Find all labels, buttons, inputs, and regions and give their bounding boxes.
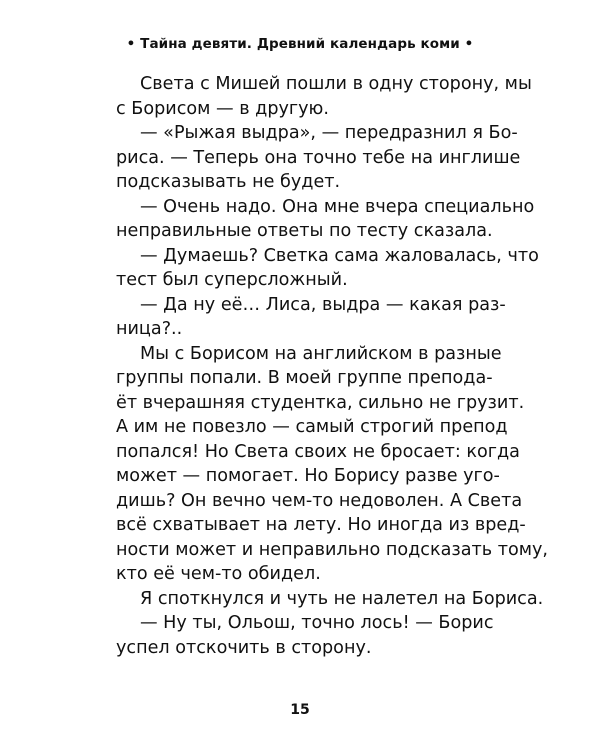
page-number: 15 — [290, 702, 310, 718]
text-line: риса. — Теперь она точно тебе на инглише — [116, 147, 521, 168]
text-line: всё схватывает на лету. Но иногда из вред- — [116, 515, 526, 535]
text-line: ёт вчерашняя студентка, сильно не грузит. — [116, 392, 525, 413]
text-line: подсказывать не будет. — [116, 172, 341, 192]
text-line: Я споткнулся и чуть не налетел на Бориса. — [140, 588, 544, 609]
text-line: может — помогает. Но Борису разве уго- — [116, 466, 500, 486]
text-line: — Да ну её… Лиса, выдра — какая раз- — [140, 294, 506, 315]
text-line: с Борисом — в другую. — [116, 98, 329, 119]
text-line: ница?.. — [116, 319, 183, 339]
text-line: — Ну ты, Ольош, точно лось! — Борис — [140, 613, 494, 633]
text-line: неправильные ответы по тесту сказала. — [116, 221, 493, 241]
text-line: группы попали. В моей группе препода- — [116, 368, 493, 388]
text-line: кто её чем-то обидел. — [116, 564, 321, 584]
text-line: — Очень надо. Она мне вчера специально — [140, 196, 535, 217]
text-line: тест был суперсложный. — [116, 270, 348, 290]
text-line: попался! Но Света своих не бросает: когда — [116, 441, 520, 462]
text-line: — Думаешь? Светка сама жаловалась, что — [140, 245, 539, 266]
text-line: успел отскочить в сторону. — [116, 637, 372, 658]
text-line: Света с Мишей пошли в одну сторону, мы — [140, 74, 532, 94]
text-line: ности может и неправильно подсказать тому, — [116, 539, 549, 560]
body-text — [116, 72, 549, 660]
text-line: Мы с Борисом на английском в разные — [140, 343, 502, 364]
text-line: А им не повезло — самый строгий препод — [116, 417, 508, 437]
text-line: — «Рыжая выдра», — передразнил я Бо- — [140, 123, 518, 143]
running-header: • Тайна девяти. Древний календарь коми • — [126, 36, 474, 52]
text-line: дишь? Он вечно чем-то недоволен. А Света — [116, 490, 523, 511]
